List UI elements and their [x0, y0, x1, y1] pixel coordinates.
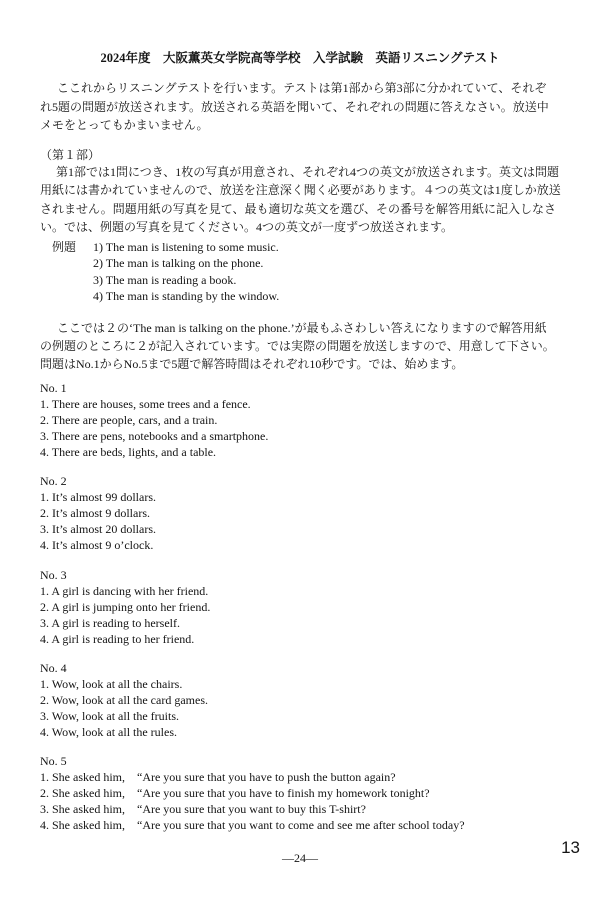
document-title: 2024年度 大阪薫英女学院高等学校 入学試験 英語リスニングテスト [100, 51, 500, 65]
question-label: No. 5 [40, 754, 67, 768]
question-label: No. 3 [40, 568, 67, 582]
instruction-line: されません。問題用紙の写真を見て、最も適切な英文を選び、その番号を解答用紙に記入しなさ [40, 201, 557, 216]
answer-option: 3. Wow, look at all the fruits. [40, 709, 180, 723]
answer-option: 4. It’s almost 9 o’clock. [40, 538, 154, 552]
answer-option: 2. A girl is jumping onto her friend. [40, 600, 211, 614]
answer-option: 2. There are people, cars, and a train. [40, 413, 218, 427]
question-4 [40, 660, 208, 740]
example-option: 4) The man is standing by the window. [93, 288, 280, 303]
question-2 [40, 473, 156, 553]
answer-option: 2. It’s almost 9 dollars. [40, 506, 150, 520]
intro-line: メモをとってもかまいません。 [40, 118, 209, 132]
part-instructions [40, 163, 561, 236]
answer-option: 1. There are houses, some trees and a fence. [40, 397, 251, 411]
answer-option: 4. Wow, look at all the rules. [40, 725, 178, 739]
answer-option: 4. A girl is reading to her friend. [40, 632, 195, 646]
answer-option: 1. Wow, look at all the chairs. [40, 677, 183, 691]
question-label: No. 2 [40, 474, 67, 488]
example-label: 例題 [52, 240, 77, 254]
instruction-line: い。では、例題の写真を見てください。4つの英文が一度ずつ放送されます。 [40, 219, 454, 234]
page-number: —24— [282, 851, 318, 865]
answer-option: 3. A girl is reading to herself. [40, 616, 180, 630]
example-options [93, 239, 279, 304]
answer-option: 1. It’s almost 99 dollars. [40, 490, 156, 504]
example-option: 3) The man is reading a book. [93, 272, 237, 287]
answer-option: 4. There are beds, lights, and a table. [40, 445, 217, 459]
answer-option: 2. She asked him, “Are you sure that you have to finish my homework tonight? [40, 786, 430, 800]
instruction-line: 用紙には書かれていませんので、放送を注意深く聞く必要があります。４つの英文は1度しか放送 [40, 183, 561, 198]
question-label: No. 1 [40, 381, 67, 395]
answer-option: 1. A girl is dancing with her friend. [40, 584, 209, 598]
question-label: No. 4 [40, 661, 67, 675]
answer-option: 3. There are pens, notebooks and a smartphone. [40, 429, 269, 443]
explanation-paragraph [40, 319, 555, 373]
example-option: 1) The man is listening to some music. [93, 240, 279, 254]
intro-line: ここれからリスニングテストを行います。テストは第1部から第3部に分かれていて、それぞ [57, 81, 547, 95]
corner-number: 13 [561, 838, 580, 857]
question-1 [40, 380, 268, 460]
intro-paragraph [40, 79, 549, 135]
question-5 [40, 753, 465, 833]
answer-option: 3. It’s almost 20 dollars. [40, 522, 156, 536]
example-option: 2) The man is talking on the phone. [93, 256, 264, 271]
explanation-line: の例題のところに２が記入されています。では実際の問題を放送しますので、用意して下さい。 [40, 339, 555, 353]
question-3 [40, 567, 210, 647]
explanation-line: 問題はNo.1からNo.5まで5題で解答時間はそれぞれ10秒です。では、始めます。 [40, 357, 464, 371]
answer-option: 1. She asked him, “Are you sure that you have to push the button again? [40, 770, 396, 784]
part-heading: （第１部） [40, 148, 101, 162]
explanation-line: ここでは２の‘The man is talking on the phone.’が最もふさわしい答えになりますので解答用紙 [57, 321, 547, 335]
answer-option: 4. She asked him, “Are you sure that you want to come and see me after school today? [40, 818, 465, 832]
intro-line: れ5題の問題が放送されます。放送される英語を聞いて、それぞれの問題に答えなさい。放送中 [40, 99, 549, 114]
answer-option: 2. Wow, look at all the card games. [40, 693, 208, 707]
instruction-line: 第1部では1問につき、1枚の写真が用意され、それぞれ4つの英文が放送されます。英文は問題 [56, 165, 560, 179]
answer-option: 3. She asked him, “Are you sure that you want to buy this T-shirt? [40, 802, 366, 816]
